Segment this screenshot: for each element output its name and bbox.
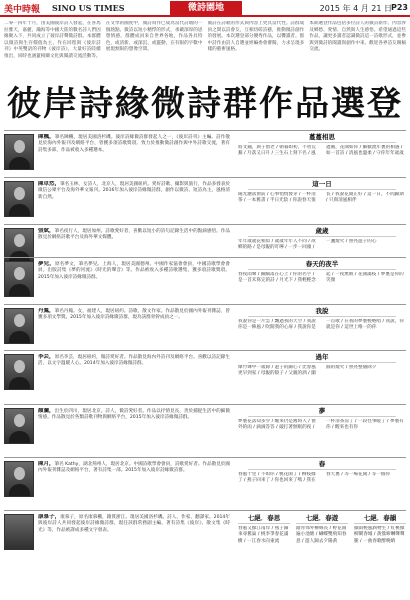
poet-bio: [38, 261, 230, 302]
poet-bio-text: 康慕子，原名康慕楓，籍貫浙江。現居美國洛杉磯。詩人、作家、翻譯家。2014年與彼岸詩人共同發起彼岸詩緣微詩群，現任該群常務副主編。著有詩集《彼岸》、散文集《時光》等，作品被譯成多種文字發表。: [38, 515, 230, 533]
poet-bio-text: 筆名 Kathy，湖北荊州人，現居北京。中國詩歌學會會員，詩歌愛好者。作品散見於國內外報刊雜誌及網絡平台，著有詩集一部。2015年加入彼岸詩緣微詩群。: [38, 462, 230, 474]
poem-text: 春風十里 / 不如你 / 桃花開了 / 柳枝綠了 / 燕子回來了 / 你也回來了嗎 / 我在春天裏 / 等一場花開 / 等一個你: [238, 472, 391, 484]
poem-block: [238, 460, 406, 508]
poem-column: [354, 514, 406, 598]
poem-text: 爆竹聲中一歲除 / 遊子的歸心 / 比春風更早到家 / 母親的餃子 / 父親的酒 / 團圓的燈火 / 照亮整個除夕: [238, 365, 377, 377]
poet-bio-text: 筆名丹鳳。女，福建人，現居紐約。詩歌、散文作家。作品散見於國內外報刊雜誌，曾獲多項文學獎。2015年加入彼岸詩緣微詩群，現為該群骨幹成員之一。: [38, 309, 230, 321]
poet-info: [4, 181, 232, 222]
poet-entry: [4, 404, 406, 457]
intro-column: 二零一四年十月，由美國彼岸詩人發起，在喜馬拉雅天，嘉麗、瀚海等中國大陸的數名詩人們因緣聚入下，共同成立了彼岸詩聲微詩群。本群體以微詩與生存價值為主，作在同程與《彼岸詩刊》中英雙語的刊物《彼岸詩》，大量好詩陸續推出，同時也涵蓋相關文化與閱讀交流活動等。: [4, 21, 101, 59]
poet-bio: [38, 134, 230, 175]
poet-info: [4, 134, 232, 175]
poet-info: [4, 228, 232, 255]
issue-date: 2015 年 4 月 21 日: [319, 4, 392, 13]
poem-block: [238, 180, 406, 222]
poet-name: 顏瀾，: [38, 408, 55, 414]
poet-photo: [4, 408, 34, 444]
poem-block: [238, 133, 406, 175]
page-header: [0, 0, 410, 17]
poet-name: 陳楓，: [38, 134, 55, 140]
section-label: 微詩園地: [170, 1, 242, 15]
poem-block: [238, 227, 406, 255]
poet-bio: [38, 228, 230, 255]
poem-block: [238, 353, 406, 402]
poet-name: 陳月，: [38, 461, 55, 467]
poem-column: [296, 514, 348, 598]
poem-text: 細雨輕風潤物生 / 紅桃綠柳鬧春城 / 黃鶯啼囀聲聲脆 / 一曲春歌醉晚晴: [354, 526, 405, 544]
poem-text: 踏青郊外柳絲長 / 野花開遍小池塘 / 蝴蝶雙飛知春意 / 遊人歸去夕陽黃: [296, 526, 347, 544]
poem-title: 我說: [248, 307, 396, 317]
poem-title: 春天的夜半: [248, 260, 396, 270]
poet-photo: [4, 354, 34, 390]
poet-bio: [38, 514, 230, 598]
feature-poems: [238, 514, 406, 598]
poet-info: [4, 408, 232, 455]
poet-entry: [4, 304, 406, 350]
poet-bio-text: 出生於四川，現居北京。詩人，微詩愛好者。作品以抒情見長，善於捕捉生活中的細微情感。作品散見於各類詩歌刊物與網絡平台，2015年加入彼岸詩緣微詩群。: [38, 409, 230, 421]
intro-column: 在文學的國度中，微詩寫作已成為當代詩壇的一個熱點。微詩以短小精悍的形式，承載深厚的思想情感。群體成員來自世界各地，作品各具特色，或清新、或深沉、或靈動，在有限的字數中展現無限的想像空間。: [105, 21, 203, 53]
poem-column: [238, 514, 290, 598]
poet-entry: [4, 257, 406, 304]
poet-entry: [4, 224, 406, 257]
poet-name: 陳卓然，: [38, 181, 61, 187]
poet-photo: [4, 261, 34, 297]
poem-text: 春夜雨聲 / 細細落在心上 / 你的名字 / 是一首未寫完的詩 / 月光下 / 我輕輕念起 / 一夜無眠 / 花開滿枝 / 夢裏是你的笑顏: [238, 272, 404, 284]
poet-bio-text: 筆名玉林，女詩人，北京人，現居美國紐約。愛好詩歌、攝影與旅行，作品多發表於微信公眾平台及海外華文報刊。2016年加入彼岸詩緣微詩群，創作以微詩、短詩為主，風格清新自然。: [38, 182, 230, 200]
poem-text: 陽光灑落窗前 / 心事悄悄發芽 / 一杯清茶 / 一本舊書 / 半日光陰 / 你說春天很長 / 我說花開正好 / 這一日，不問歸期 / 只與清風相伴: [238, 192, 404, 204]
poet-name: 夢兒，: [38, 261, 55, 267]
poet-entry: [4, 350, 406, 404]
poem-title: 蔓蔓相思: [248, 133, 396, 143]
poem-title: 七絕．春韻: [354, 514, 406, 524]
poem-title: 七絕．春遊: [296, 514, 348, 524]
poem-title: 七絕．春思: [238, 514, 290, 524]
poem-text: 夢裏花落知多少 / 醒來仍是舊時人 / 窗外的雨 / 滴滴答答 / 敲打著無眠的夜 / 一杯清茶涼了 / 一段往事暖了 / 夢裏有你 / 醒來也有你: [238, 419, 404, 431]
poet-entry: [4, 457, 406, 510]
poet-info: [4, 261, 232, 302]
poem-text: 將文鋪，與子偕老 / 朝暮如初，不曾荒蕪 / 月落又日升 / 三生石上刻下名 / 風過處，花開如你 / 細數流年裏的相遇 / 如一首詩 / 清風也溫柔 / 守你年年歲歲: [238, 145, 404, 157]
poem-text: 年年歲歲花相似 / 歲歲年年人不同 / 故鄉的路 / 是母親的叮嚀 / 一步一回頭 / 一盞燈火 / 照亮遊子的心: [238, 239, 377, 251]
poem-title: 夢: [248, 407, 396, 417]
poet-name: 康慕子，: [38, 514, 61, 520]
poet-bio-text: 原名李芸，現居紐約，微詩愛好者。作品散見海內外詩刊及網絡平台。喜歡以詩記錄生活，以文字溫暖人心。2014年加入彼岸詩緣微詩群。: [38, 355, 230, 367]
poet-bio: [38, 461, 230, 508]
poet-photo: [4, 461, 34, 497]
poet-info: [4, 308, 232, 348]
poet-name: 張斌，: [38, 228, 55, 234]
feature-section: [4, 510, 406, 598]
poet-bio-text: 筆名夜行人，現居加州。詩歌愛好者，喜歡以短小的詩句記錄生活中的點滴感悟。作品散見於網絡詩歌平台及海外華文媒體。: [38, 229, 230, 241]
poem-block: [238, 260, 406, 302]
intro-column: 微詩在詩歌的形式與內容上更具當代性。詩群成員之間以詩會友，互相切磋詩藝，推動微詩創作的發展。本次選登部分優秀作品，以饗讀者。群中詩作由詩人自選並經編委會審閱，力求呈現多樣的藝術風格。: [207, 21, 305, 53]
newspaper-logo-cn: 美中時報: [4, 5, 41, 15]
page-number: P23: [391, 3, 408, 12]
intro-column: 本期選登作品包括多位詩人的微詩新作。內容涉及鄉愁、愛情、自然與人生感悟。希望通過這些作品，讓更多讀者認識微詩這一詩歌形式，並參與到微詩的閱讀與創作中來。歡迎各界詩友賜稿交流。: [309, 21, 406, 53]
poet-photo: [4, 134, 34, 170]
poem-title: 過年: [248, 353, 396, 363]
poet-entry: [4, 177, 406, 224]
poet-name: 丹鳳，: [38, 308, 55, 314]
poet-bio: [38, 408, 230, 455]
poet-photo: [4, 181, 34, 217]
poet-bio-text: 筆名陳楓，現居美國洛杉磯。彼岸詩緣微詩群發起人之一，《彼岸詩刊》主編。詩作散見於海內外報刊及網絡平台，曾獲多項詩歌獎項。致力於推動微詩創作與中外詩歌交流，著有詩集多部，作品被收入多種選本。: [38, 135, 230, 153]
poem-title: 歲歲: [248, 227, 396, 237]
page-title: 彼岸詩緣微詩群作品選登: [7, 84, 403, 124]
poet-bio-text: 原名夢文，筆名夢兒。上海人，現居美國德州。中國作家協會會員，中國詩歌學會會員。出版詩集《夢的河流》《時光的聲音》等。作品被收入多種詩歌選集，獲多項詩歌獎項。2015年加入彼岸詩緣微詩群。: [38, 262, 230, 280]
poem-text: 春風又綠江南岸 / 燕子歸來尋舊巢 / 桃李爭春花滿樹 / 一江春水向東流: [238, 526, 289, 544]
poet-bio: [38, 181, 230, 222]
poet-photo: [4, 308, 34, 344]
poem-text: 我說你是一片雲 / 飄過我的天空 / 我說你是一陣風 / 吹開我的心扉 / 我說你是一首歌 / 在我的夢裏輕輕唱 / 我說，你就是你 / 這世上唯一的你: [238, 319, 404, 331]
poet-photo: [4, 514, 34, 550]
poem-title: 春: [248, 460, 396, 470]
feature-poet: [4, 514, 232, 598]
poet-entry: [4, 130, 406, 177]
poem-title: 這一日: [248, 180, 396, 190]
poem-block: [238, 407, 406, 455]
poem-block: [238, 307, 406, 348]
newspaper-logo-en: SINO US TIMES: [52, 3, 125, 13]
poet-name: 李芸，: [38, 354, 55, 360]
poet-info: [4, 354, 232, 402]
poet-bio: [38, 308, 230, 348]
intro-text: [4, 21, 406, 77]
poet-bio: [38, 354, 230, 402]
poet-info: [4, 461, 232, 508]
